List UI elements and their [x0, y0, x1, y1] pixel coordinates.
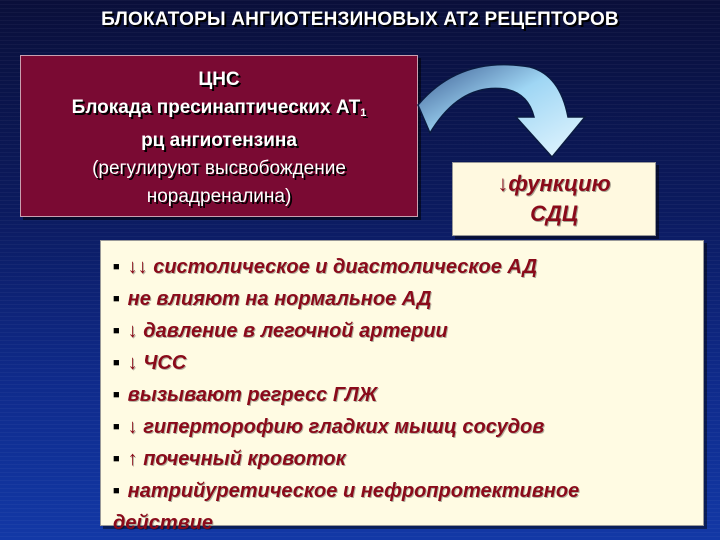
- list-item: ■ ↓ гиперторофию гладких мышц сосудов: [113, 413, 693, 445]
- sdc-function-box: [452, 162, 656, 236]
- square-bullet-icon: ■: [113, 389, 120, 401]
- square-bullet-icon: ■: [113, 485, 120, 497]
- list-item: ■ ↑ почечный кровоток: [113, 445, 693, 477]
- square-bullet-icon: ■: [113, 325, 120, 337]
- sdc-line1: ↓функцию: [497, 171, 611, 196]
- sdc-line2: СДЦ: [530, 201, 578, 226]
- list-item: ■ ↓ давление в легочной артерии: [113, 317, 693, 349]
- list-item: ■ не влияют на нормальное АД: [113, 285, 693, 317]
- slide-title: БЛОКАТОРЫ АНГИОТЕНЗИНОВЫХ АТ2 РЕЦЕПТОРОВ: [101, 9, 619, 30]
- cns-heading: ЦНС: [198, 69, 240, 90]
- square-bullet-icon: ■: [113, 453, 120, 465]
- list-item: ■ натрийуретическое и нефропротективное: [113, 477, 693, 509]
- list-item-continuation: действие: [113, 512, 214, 534]
- cns-blockade-text: Блокада пресинаптических АТ: [71, 97, 361, 118]
- cns-note-line2: норадреналина): [146, 186, 292, 207]
- square-bullet-icon: ■: [113, 293, 120, 305]
- square-bullet-icon: ■: [113, 357, 120, 369]
- effects-list: [100, 240, 704, 534]
- cns-note-line1: (регулируют высвобождение: [92, 158, 346, 179]
- curved-arrow-icon: [400, 45, 600, 170]
- list-item: ■ ↓ ЧСС: [113, 349, 693, 381]
- list-item: ■ вызывают регресс ГЛЖ: [113, 381, 693, 413]
- square-bullet-icon: ■: [113, 261, 120, 273]
- square-bullet-icon: ■: [113, 421, 120, 433]
- cns-blockade-subscript: 1: [360, 107, 367, 119]
- cns-blockade-line: [21, 94, 417, 127]
- list-item: ■ ↓↓ систолическое и диастолическое АД: [113, 253, 693, 285]
- cns-receptor-line: рц ангиотензина: [141, 130, 297, 151]
- cns-box: [20, 55, 418, 217]
